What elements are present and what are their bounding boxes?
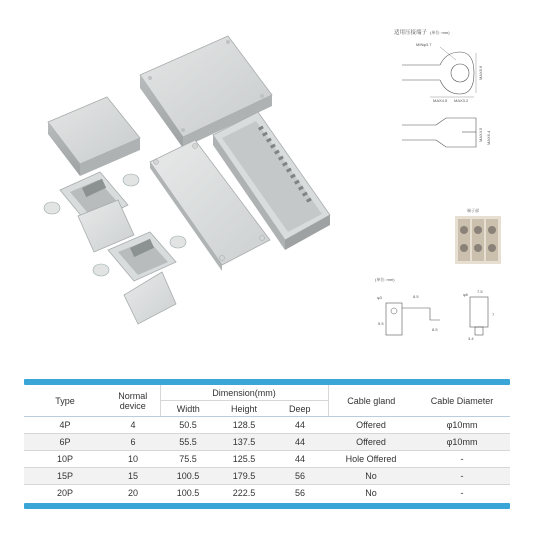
cell-gland: No <box>328 468 414 485</box>
cell-height: 125.5 <box>216 451 272 468</box>
cell-device: 20 <box>106 485 160 502</box>
header-type: Type <box>24 385 106 417</box>
lug-max-3-2: MAX3.2 <box>454 98 469 103</box>
cell-gland: Offered <box>328 434 414 451</box>
header-cable-diameter: Cable Diameter <box>414 385 510 417</box>
dim-phi6: φ6 <box>463 292 468 297</box>
spec-table <box>24 385 510 501</box>
cell-height: 128.5 <box>216 417 272 434</box>
cell-type: 20P <box>24 485 106 502</box>
cell-width: 75.5 <box>160 451 216 468</box>
cell-width: 50.5 <box>160 417 216 434</box>
lug-min-phi: MINφ3.7 <box>416 42 432 47</box>
cell-device: 10 <box>106 451 160 468</box>
cell-gland: No <box>328 485 414 502</box>
cell-device: 15 <box>106 468 160 485</box>
table-bottom-bar <box>24 503 510 509</box>
ring-lug-drawing <box>394 28 491 147</box>
cell-height: 222.5 <box>216 485 272 502</box>
spec-table-section <box>24 379 510 509</box>
table-row <box>24 468 510 485</box>
closed-enclosure-small <box>48 97 140 176</box>
header-deep: Deep <box>272 401 328 417</box>
cell-diameter: - <box>414 451 510 468</box>
cell-width: 100.5 <box>160 468 216 485</box>
cell-width: 100.5 <box>160 485 216 502</box>
dim-7: 7 <box>492 312 495 317</box>
cell-diameter: φ10mm <box>414 417 510 434</box>
header-width: Width <box>160 401 216 417</box>
cell-device: 4 <box>106 417 160 434</box>
lug-max-4-5b: MAX4.5 <box>478 127 483 142</box>
cell-deep: 56 <box>272 468 328 485</box>
terminal-label: 端子部 <box>467 208 479 213</box>
lug-max-4-5: MAX4.5 <box>433 98 448 103</box>
terminal-photo <box>455 207 501 264</box>
cell-diameter: φ10mm <box>414 434 510 451</box>
header-normal-device: Normal device <box>106 385 160 417</box>
detail-unit: (单位: mm) <box>375 277 395 282</box>
table-row <box>24 451 510 468</box>
open-enclosure-with-glands-1 <box>44 172 139 252</box>
cell-diameter: - <box>414 468 510 485</box>
header-height: Height <box>216 401 272 417</box>
dim-phi3: φ3 <box>377 295 382 300</box>
cell-device: 6 <box>106 434 160 451</box>
lug-unit: (单位: mm) <box>430 30 450 35</box>
dim-8-5b: 8.5 <box>432 327 438 332</box>
cell-height: 137.5 <box>216 434 272 451</box>
dim-7-5: 7.5 <box>477 289 483 294</box>
cell-deep: 56 <box>272 485 328 502</box>
table-row <box>24 417 510 434</box>
cell-height: 179.5 <box>216 468 272 485</box>
cell-type: 15P <box>24 468 106 485</box>
lug-max-6-6: MAX6.6 <box>478 65 483 80</box>
dim-5-5: 5.5 <box>378 321 384 326</box>
cell-gland: Hole Offered <box>328 451 414 468</box>
table-row <box>24 485 510 502</box>
cell-type: 4P <box>24 417 106 434</box>
cell-gland: Offered <box>328 417 414 434</box>
table-row <box>24 434 510 451</box>
cell-type: 6P <box>24 434 106 451</box>
cell-deep: 44 <box>272 417 328 434</box>
cell-deep: 44 <box>272 451 328 468</box>
header-dimension: Dimension(mm) <box>160 385 328 401</box>
cell-width: 55.5 <box>160 434 216 451</box>
detail-drawings <box>375 276 495 341</box>
cell-deep: 44 <box>272 434 328 451</box>
lug-title: 适用压接端子 <box>394 30 428 36</box>
dim-3-4: 3.4 <box>468 336 474 341</box>
cell-type: 10P <box>24 451 106 468</box>
dim-8-5: 8.5 <box>413 294 419 299</box>
lug-max-6-4: MAX6.4 <box>486 130 491 145</box>
header-cable-gland: Cable gland <box>328 385 414 417</box>
cell-diameter: - <box>414 485 510 502</box>
